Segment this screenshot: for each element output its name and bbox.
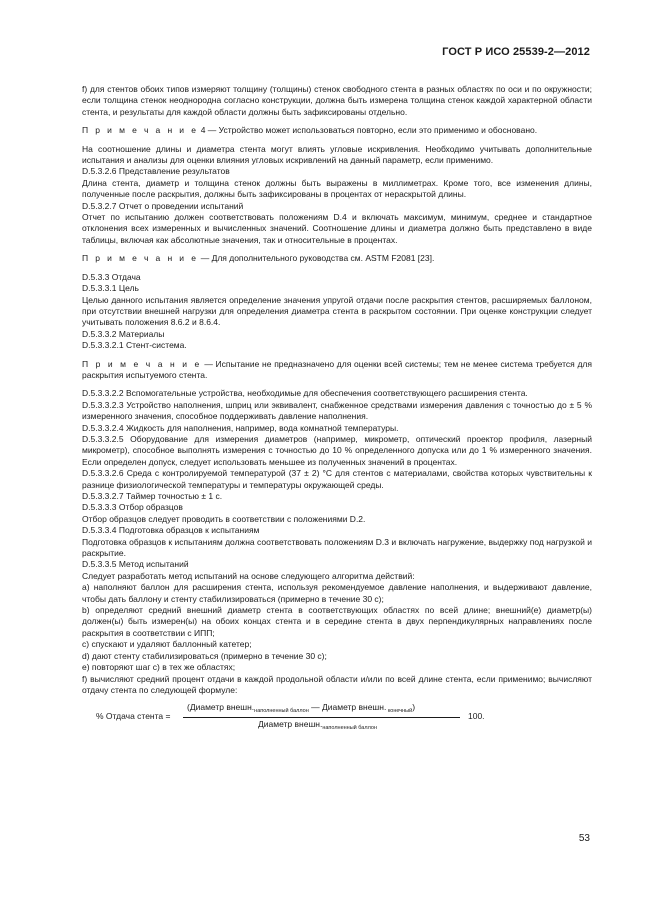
document-body xyxy=(82,84,592,732)
paragraph: D.5.3.3.2.5 Оборудование для измерения диаметров (например, микрометр, оптический проектор профиля, лазерный микрометр), способное выполнять измерения с точностью до 10 % определенного допуска или до 1 % измеренного значения. Если определен допуск, следует использовать меньшее из полученных значений в процентах. xyxy=(82,433,592,467)
note-paragraph xyxy=(82,253,592,264)
formula-num-close: ) xyxy=(412,702,416,713)
note-label: П р и м е ч а н и е xyxy=(82,358,202,369)
paragraph: Отчет по испытанию должен соответствовать положениям D.4 и включать максимум, минимум, среднее и стандартное отклонения всех измеренных и вычисленных значений. Соотношение длины и диаметра должно быть представлено в виде таблицы, включая как абсолютные значения, так и относительные в процентах. xyxy=(82,212,592,245)
formula-den-main: Диаметр внешн. xyxy=(258,719,323,730)
formula-num-mid: — Диаметр внешн. xyxy=(308,702,387,713)
paragraph: D.5.3.3 Отдача xyxy=(82,271,141,282)
paragraph: Подготовка образцов к испытаниям должна соответствовать положениям D.3 и включать нагружение, выдержку под нагрузкой и раскрытие. xyxy=(82,536,592,559)
paragraph: D.5.3.3.4 Подготовка образцов к испытаниям xyxy=(82,525,260,536)
paragraph: D.5.3.3.2.1 Стент-система. xyxy=(82,340,187,351)
note-text: — Испытание не предназначено для оценки всей системы; тем не менее система требуется для раскрытия испытуемого стента. xyxy=(82,358,592,380)
paragraph: Отбор образцов следует проводить в соответствии с положениями D.2. xyxy=(82,513,366,524)
paragraph: c) спускают и удаляют баллонный катетер; xyxy=(82,639,252,650)
formula-den-sub: наполненный баллон xyxy=(322,725,377,732)
recoil-formula xyxy=(82,702,592,732)
fraction-line xyxy=(183,717,460,718)
note-text: 4 — Устройство может использоваться повторно, если это применимо и обосновано. xyxy=(198,125,538,136)
paragraph: Целью данного испытания является определение значения упругой отдачи после раскрытия стентов, расширяемых баллоном, при отсутствии внешней нагрузки для определения диаметра стента в раскрытом состоянии. При оценке конструкции следует учитывать положения 8.6.2 и 8.6.4. xyxy=(82,294,592,328)
paragraph: D.5.3.3.2.3 Устройство наполнения, шприц или эквивалент, снабженное средствами измерения давления с точностью до ± 5 % измеренного значения, способное поддерживать давление наполнения. xyxy=(82,399,592,422)
paragraph: D.5.3.2.7 Отчет о проведении испытаний xyxy=(82,200,244,211)
paragraph: D.5.3.3.3 Отбор образцов xyxy=(82,502,183,513)
note-text: — Для дополнительного руководства см. ASTM F2081 [23]. xyxy=(198,253,435,264)
formula-num-sub1: наполненный баллон xyxy=(254,708,309,715)
formula-denominator xyxy=(258,719,377,734)
note-paragraph xyxy=(82,359,592,382)
paragraph: D.5.3.2.6 Представление результатов xyxy=(82,166,230,177)
paragraph: Следует разработать метод испытаний на основе следующего алгоритма действий: xyxy=(82,570,415,581)
document-header: ГОСТ Р ИСО 25539-2—2012 xyxy=(442,46,590,58)
paragraph: a) наполняют баллон для расширения стента, используя рекомендуемое давление наполнения, и выдерживают давление, чтобы дать баллону и стенту стабилизироваться (примерно в течение 30 с); xyxy=(82,582,592,604)
paragraph: D.5.3.3.2.4 Жидкость для наполнения, например, вода комнатной температуры. xyxy=(82,422,399,433)
paragraph: Длина стента, диаметр и толщина стенок должны быть выражены в миллиметрах. Кроме того, все изменения длины, полученные после раскрытия, должны быть зафиксированы в процентах от нераскрытой длины. xyxy=(82,177,592,200)
formula-lhs: % Отдача стента = xyxy=(96,711,171,722)
paragraph: d) дают стенту стабилизироваться (примерно в течение 30 с); xyxy=(82,650,327,661)
paragraph: D.5.3.3.5 Метод испытаний xyxy=(82,559,189,570)
formula-num-sub2: конечный xyxy=(386,708,413,715)
paragraph: e) повторяют шаг c) в тех же областях; xyxy=(82,662,236,673)
formula-num-open: (Диаметр внешн. xyxy=(187,702,255,713)
note-paragraph xyxy=(82,125,592,136)
paragraph: D.5.3.3.2.6 Среда с контролируемой температурой (37 ± 2) °С для стентов с материалами, свойства которых чувствительны к разнице физиологической температуры и температуры окружающей среды. xyxy=(82,468,592,490)
paragraph: D.5.3.3.2.2 Вспомогательные устройства, необходимые для обеспечения соответствующего расширения стента. xyxy=(82,388,528,399)
paragraph: f) вычисляют средний процент отдачи в каждой продольной области и/или по всей длине стента, если применимо; вычисляют отдачу стента по следующей формуле: xyxy=(82,673,592,695)
formula-numerator xyxy=(187,702,415,717)
paragraph: b) определяют средний внешний диаметр стента в соответствующих областях по всей длине; внешний(е) диаметр(ы) должен(ы) быть измерен(ы) на обоих концах стента и в середине стента в двух перпендикулярных направлениях после раскрытия в соответствии с ИПП; xyxy=(82,605,592,638)
note-label: П р и м е ч а н и е xyxy=(82,253,199,264)
note-label: П р и м е ч а н и е xyxy=(82,125,199,136)
paragraph: f) для стентов обоих типов измеряют толщину (толщины) стенок свободного стента в разных областях по оси и по окружности; если толщина стенок неоднородна согласно конструкции, должна быть измерена толщина стенок каждой характерной области стента, и результаты для каждой области должны быть зафиксированы отдельно. xyxy=(82,84,592,117)
paragraph: D.5.3.3.2.7 Таймер точностью ± 1 с. xyxy=(82,491,223,501)
page-number: 53 xyxy=(578,833,590,844)
paragraph: D.5.3.3.1 Цель xyxy=(82,283,139,294)
paragraph: D.5.3.3.2 Материалы xyxy=(82,328,165,339)
paragraph: На соотношение длины и диаметра стента могут влиять угловые искривления. Необходимо учитывать дополнительные испытания и анализы для оценки влияния угловых искривлений на данный параметр, если применимо. xyxy=(82,143,592,166)
formula-rhs: 100. xyxy=(468,711,485,722)
